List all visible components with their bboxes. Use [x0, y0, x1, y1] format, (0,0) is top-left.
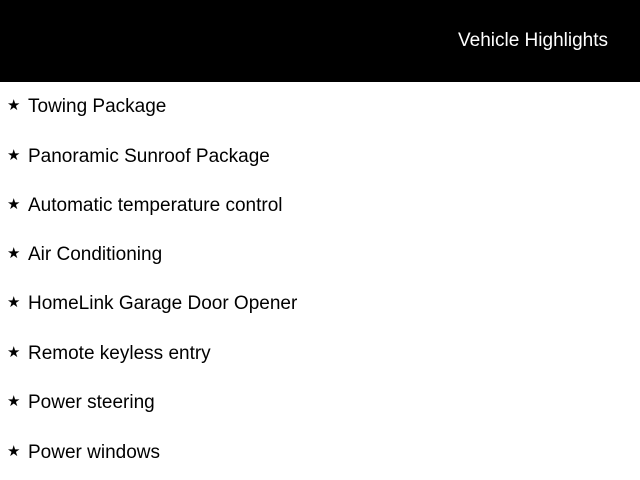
- star-icon: ★: [7, 245, 21, 262]
- highlight-label: Remote keyless entry: [28, 343, 211, 364]
- highlight-label: HomeLink Garage Door Opener: [28, 293, 298, 314]
- header-bar: [0, 0, 640, 82]
- star-icon: ★: [7, 344, 21, 361]
- list-item: [0, 342, 640, 366]
- list-item: [0, 145, 640, 169]
- page-title: Vehicle Highlights: [458, 30, 608, 51]
- list-item: [0, 95, 640, 119]
- highlight-label: Towing Package: [28, 96, 167, 117]
- star-icon: ★: [7, 443, 21, 460]
- highlight-label: Power windows: [28, 442, 160, 463]
- star-icon: ★: [7, 196, 21, 213]
- list-item: [0, 292, 640, 316]
- star-icon: ★: [7, 393, 21, 410]
- list-item: [0, 391, 640, 415]
- star-icon: ★: [7, 294, 21, 311]
- highlight-label: Panoramic Sunroof Package: [28, 146, 270, 167]
- highlight-label: Power steering: [28, 392, 155, 413]
- star-icon: ★: [7, 147, 21, 164]
- list-item: [0, 441, 640, 465]
- highlight-label: Air Conditioning: [28, 244, 163, 265]
- highlight-label: Automatic temperature control: [28, 195, 283, 216]
- star-icon: ★: [7, 97, 21, 114]
- list-item: [0, 243, 640, 267]
- list-item: [0, 194, 640, 218]
